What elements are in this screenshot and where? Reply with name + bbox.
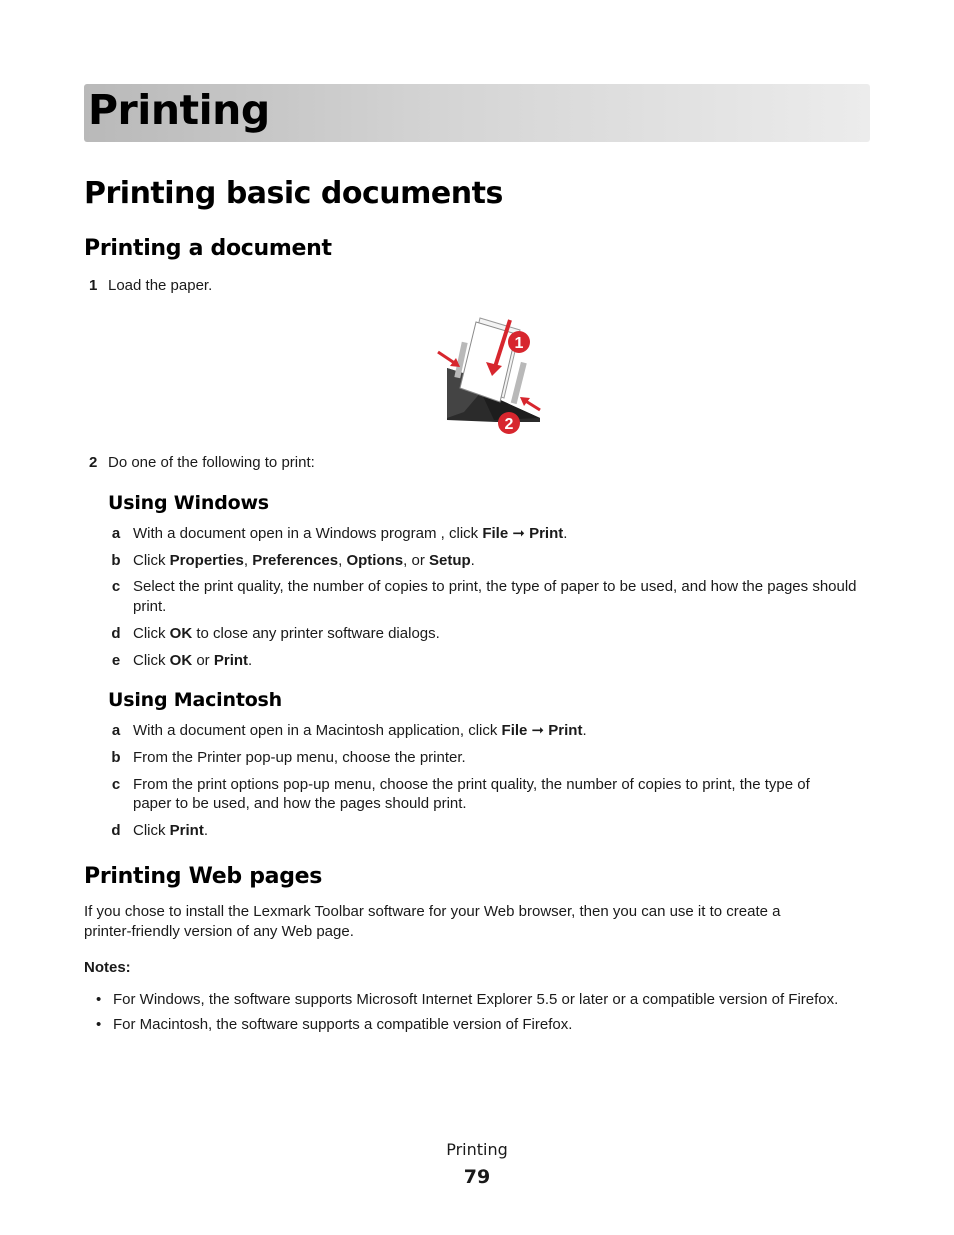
arrow-right-icon: ➞ <box>508 525 530 542</box>
windows-step-e: Click OK or Print. <box>133 652 253 669</box>
web-para-line-2: printer-friendly version of any Web page. <box>84 923 354 940</box>
macintosh-heading: Using Macintosh <box>108 689 282 711</box>
windows-step-c-line-1: Select the print quality, the number of copies to print, the type of paper to be used, and how the pages should <box>133 578 857 595</box>
mac-step-b: From the Printer pop-up menu, choose the printer. <box>133 749 466 766</box>
windows-step-b-letter: b <box>111 552 121 569</box>
windows-step-d: Click OK to close any printer software dialogs. <box>133 625 440 642</box>
bullet-dot-icon: • <box>96 1016 102 1033</box>
windows-step-c-line-2: print. <box>133 598 167 615</box>
web-pages-heading: Printing Web pages <box>84 864 323 889</box>
mac-step-c-line-1: From the print options pop-up menu, choose the print quality, the number of copies to print, the type of <box>133 776 810 793</box>
web-para-line-1: If you chose to install the Lexmark Toolbar software for your Web browser, then you can use it to create a <box>84 903 781 920</box>
bullet-dot-icon: • <box>96 991 102 1008</box>
mac-step-a: With a document open in a Macintosh application, click File ➞ Print. <box>133 722 587 739</box>
mac-step-c-line-2: paper to be used, and how the pages should print. <box>133 795 467 812</box>
mac-step-b-letter: b <box>111 749 121 766</box>
footer-label: Printing <box>446 1140 508 1159</box>
step-1-number: 1 <box>89 277 98 294</box>
step-2-text: Do one of the following to print: <box>108 454 315 471</box>
windows-step-a: With a document open in a Windows program , click File ➞ Print. <box>133 525 568 542</box>
mac-step-a-letter: a <box>111 722 121 739</box>
printing-document-heading: Printing a document <box>84 236 332 261</box>
mac-step-c-letter: c <box>111 776 121 793</box>
windows-heading: Using Windows <box>108 492 269 514</box>
windows-step-a-letter: a <box>111 525 121 542</box>
note-bullet-1: For Windows, the software supports Microsoft Internet Explorer 5.5 or later or a compatible version of Firefox. <box>113 991 839 1008</box>
chapter-title: Printing <box>88 86 270 134</box>
section-title: Printing basic documents <box>84 176 503 211</box>
windows-step-c-letter: c <box>111 578 121 595</box>
windows-step-e-letter: e <box>111 652 121 669</box>
callout-2-label: 2 <box>504 416 514 433</box>
windows-step-d-letter: d <box>111 625 121 642</box>
step-2-number: 2 <box>89 454 98 471</box>
notes-label: Notes: <box>84 959 131 976</box>
callout-1-label: 1 <box>514 335 524 352</box>
step-1-text: Load the paper. <box>108 277 213 294</box>
windows-step-b: Click Properties, Preferences, Options, or Setup. <box>133 552 475 569</box>
page-number: 79 <box>463 1166 491 1188</box>
arrow-right-icon: ➞ <box>527 722 549 739</box>
mac-step-d-letter: d <box>111 822 121 839</box>
load-paper-illustration <box>436 312 548 436</box>
note-bullet-2: For Macintosh, the software supports a compatible version of Firefox. <box>113 1016 573 1033</box>
mac-step-d: Click Print. <box>133 822 209 839</box>
